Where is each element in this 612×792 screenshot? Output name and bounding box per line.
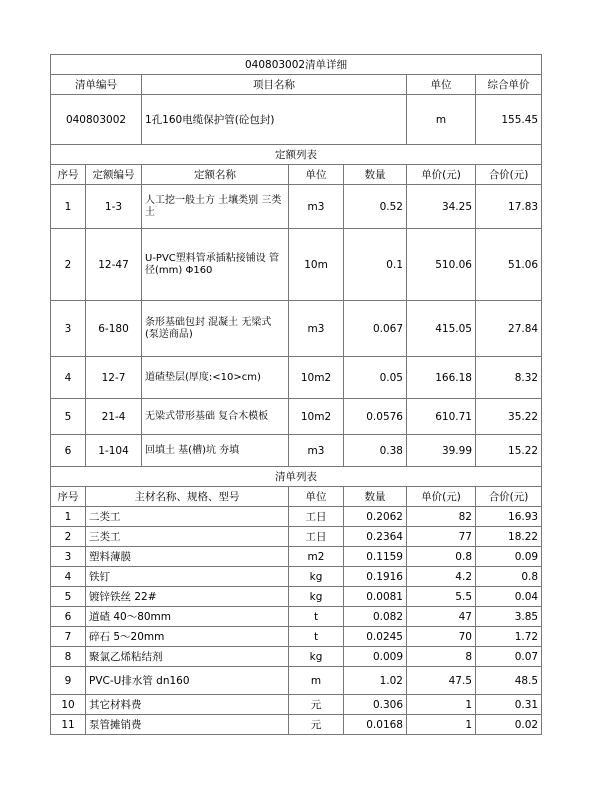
quota-total: 8.32 — [476, 357, 542, 399]
quota-seq: 1 — [51, 185, 86, 229]
material-row — [51, 695, 542, 715]
quota-seq: 2 — [51, 229, 86, 301]
material-unit: m2 — [289, 547, 344, 567]
material-row — [51, 607, 542, 627]
material-seq: 5 — [51, 587, 86, 607]
quota-qty: 0.1 — [344, 229, 407, 301]
material-price: 47.5 — [407, 667, 476, 695]
material-row — [51, 507, 542, 527]
material-qty: 0.2364 — [344, 527, 407, 547]
material-seq: 6 — [51, 607, 86, 627]
material-name: PVC-U排水管 dn160 — [86, 667, 289, 695]
item-name-header: 项目名称 — [142, 75, 407, 95]
material-total: 0.31 — [476, 695, 542, 715]
quota-unit: m3 — [289, 185, 344, 229]
quota-price: 415.05 — [407, 301, 476, 357]
quota-total: 17.83 — [476, 185, 542, 229]
material-qty: 0.082 — [344, 607, 407, 627]
item-row — [51, 95, 542, 145]
material-qty: 0.0245 — [344, 627, 407, 647]
quota-qty: 0.52 — [344, 185, 407, 229]
material-qty-header: 数量 — [344, 487, 407, 507]
material-name: 三类工 — [86, 527, 289, 547]
quota-seq: 3 — [51, 301, 86, 357]
material-qty: 0.0081 — [344, 587, 407, 607]
material-unit: kg — [289, 587, 344, 607]
material-seq: 9 — [51, 667, 86, 695]
title-row — [51, 55, 542, 75]
quota-name: 无梁式带形基础 复合木模板 — [142, 399, 289, 435]
item-unit: m — [407, 95, 476, 145]
material-row — [51, 627, 542, 647]
quota-name: 回填土 基(槽)坑 夯填 — [142, 435, 289, 467]
material-total: 0.04 — [476, 587, 542, 607]
material-unit: 工日 — [289, 507, 344, 527]
quota-name: 条形基础包封 混凝土 无梁式(泵送商品) — [142, 301, 289, 357]
material-price: 82 — [407, 507, 476, 527]
quota-name: 人工挖一般土方 土壤类别 三类土 — [142, 185, 289, 229]
material-total: 1.72 — [476, 627, 542, 647]
material-total: 16.93 — [476, 507, 542, 527]
material-qty: 0.1159 — [344, 547, 407, 567]
quota-price-header: 单价(元) — [407, 165, 476, 185]
quota-row — [51, 435, 542, 467]
material-price: 8 — [407, 647, 476, 667]
material-section-title: 清单列表 — [51, 467, 542, 487]
material-name: 其它材料费 — [86, 695, 289, 715]
material-total: 0.8 — [476, 567, 542, 587]
material-row — [51, 527, 542, 547]
quota-seq: 6 — [51, 435, 86, 467]
quota-unit: 10m2 — [289, 357, 344, 399]
quota-price: 610.71 — [407, 399, 476, 435]
quota-row — [51, 301, 542, 357]
item-price: 155.45 — [476, 95, 542, 145]
material-total: 0.07 — [476, 647, 542, 667]
material-price: 1 — [407, 695, 476, 715]
quota-code-header: 定额编号 — [86, 165, 142, 185]
material-total: 18.22 — [476, 527, 542, 547]
quota-name: U-PVC塑料管承插粘接铺设 管径(mm) Φ160 — [142, 229, 289, 301]
quota-qty: 0.067 — [344, 301, 407, 357]
quota-row — [51, 185, 542, 229]
material-name-header: 主材名称、规格、型号 — [86, 487, 289, 507]
quota-seq: 5 — [51, 399, 86, 435]
material-name: 二类工 — [86, 507, 289, 527]
material-unit: kg — [289, 567, 344, 587]
table-title: 040803002清单详细 — [51, 55, 542, 75]
quota-header-row — [51, 165, 542, 185]
material-seq: 4 — [51, 567, 86, 587]
item-name: 1孔160电缆保护管(砼包封) — [142, 95, 407, 145]
material-seq: 3 — [51, 547, 86, 567]
quota-section-title: 定额列表 — [51, 145, 542, 165]
quota-total: 27.84 — [476, 301, 542, 357]
material-name: 镀锌铁丝 22# — [86, 587, 289, 607]
material-price-header: 单价(元) — [407, 487, 476, 507]
quota-code: 21-4 — [86, 399, 142, 435]
material-name: 道碴 40～80mm — [86, 607, 289, 627]
quota-code: 1-3 — [86, 185, 142, 229]
quota-price: 166.18 — [407, 357, 476, 399]
quota-total: 35.22 — [476, 399, 542, 435]
material-unit: 元 — [289, 695, 344, 715]
item-header-row — [51, 75, 542, 95]
material-seq: 1 — [51, 507, 86, 527]
material-qty: 0.306 — [344, 695, 407, 715]
material-price: 1 — [407, 715, 476, 735]
material-qty: 0.1916 — [344, 567, 407, 587]
material-total: 0.09 — [476, 547, 542, 567]
material-price: 5.5 — [407, 587, 476, 607]
material-price: 47 — [407, 607, 476, 627]
material-unit: t — [289, 607, 344, 627]
material-price: 70 — [407, 627, 476, 647]
material-unit: kg — [289, 647, 344, 667]
quota-section-row — [51, 145, 542, 165]
material-name: 碎石 5～20mm — [86, 627, 289, 647]
material-name: 塑料薄膜 — [86, 547, 289, 567]
material-seq: 8 — [51, 647, 86, 667]
quota-seq-header: 序号 — [51, 165, 86, 185]
material-row — [51, 587, 542, 607]
material-unit-header: 单位 — [289, 487, 344, 507]
material-price: 77 — [407, 527, 476, 547]
bill-detail-table — [50, 54, 542, 735]
material-seq: 7 — [51, 627, 86, 647]
quota-code: 12-47 — [86, 229, 142, 301]
quota-total: 15.22 — [476, 435, 542, 467]
quota-name-header: 定额名称 — [142, 165, 289, 185]
material-unit: t — [289, 627, 344, 647]
material-unit: 工日 — [289, 527, 344, 547]
material-row — [51, 647, 542, 667]
item-unit-header: 单位 — [407, 75, 476, 95]
material-seq: 11 — [51, 715, 86, 735]
item-price-header: 综合单价 — [476, 75, 542, 95]
quota-unit-header: 单位 — [289, 165, 344, 185]
quota-qty: 0.05 — [344, 357, 407, 399]
quota-row — [51, 229, 542, 301]
material-name: 铁钉 — [86, 567, 289, 587]
material-total-header: 合价(元) — [476, 487, 542, 507]
quota-price: 510.06 — [407, 229, 476, 301]
quota-seq: 4 — [51, 357, 86, 399]
material-name: 聚氯乙烯粘结剂 — [86, 647, 289, 667]
material-unit: 元 — [289, 715, 344, 735]
material-price: 0.8 — [407, 547, 476, 567]
material-section-row — [51, 467, 542, 487]
material-total: 48.5 — [476, 667, 542, 695]
quota-qty: 0.38 — [344, 435, 407, 467]
material-qty: 1.02 — [344, 667, 407, 695]
quota-code: 12-7 — [86, 357, 142, 399]
material-price: 4.2 — [407, 567, 476, 587]
quota-total-header: 合价(元) — [476, 165, 542, 185]
material-header-row — [51, 487, 542, 507]
material-name: 泵管摊销费 — [86, 715, 289, 735]
quota-unit: m3 — [289, 435, 344, 467]
quota-name: 道碴垫层(厚度:<10>cm) — [142, 357, 289, 399]
material-qty: 0.009 — [344, 647, 407, 667]
item-code-header: 清单编号 — [51, 75, 142, 95]
quota-row — [51, 357, 542, 399]
quota-code: 1-104 — [86, 435, 142, 467]
material-seq: 2 — [51, 527, 86, 547]
material-row — [51, 715, 542, 735]
material-qty: 0.2062 — [344, 507, 407, 527]
material-row — [51, 567, 542, 587]
material-row — [51, 667, 542, 695]
quota-unit: 10m2 — [289, 399, 344, 435]
quota-total: 51.06 — [476, 229, 542, 301]
quota-row — [51, 399, 542, 435]
material-total: 0.02 — [476, 715, 542, 735]
material-seq: 10 — [51, 695, 86, 715]
material-unit: m — [289, 667, 344, 695]
quota-price: 34.25 — [407, 185, 476, 229]
material-row — [51, 547, 542, 567]
material-total: 3.85 — [476, 607, 542, 627]
material-qty: 0.0168 — [344, 715, 407, 735]
quota-unit: m3 — [289, 301, 344, 357]
quota-code: 6-180 — [86, 301, 142, 357]
quota-unit: 10m — [289, 229, 344, 301]
material-seq-header: 序号 — [51, 487, 86, 507]
item-code: 040803002 — [51, 95, 142, 145]
quota-qty-header: 数量 — [344, 165, 407, 185]
quota-qty: 0.0576 — [344, 399, 407, 435]
quota-price: 39.99 — [407, 435, 476, 467]
